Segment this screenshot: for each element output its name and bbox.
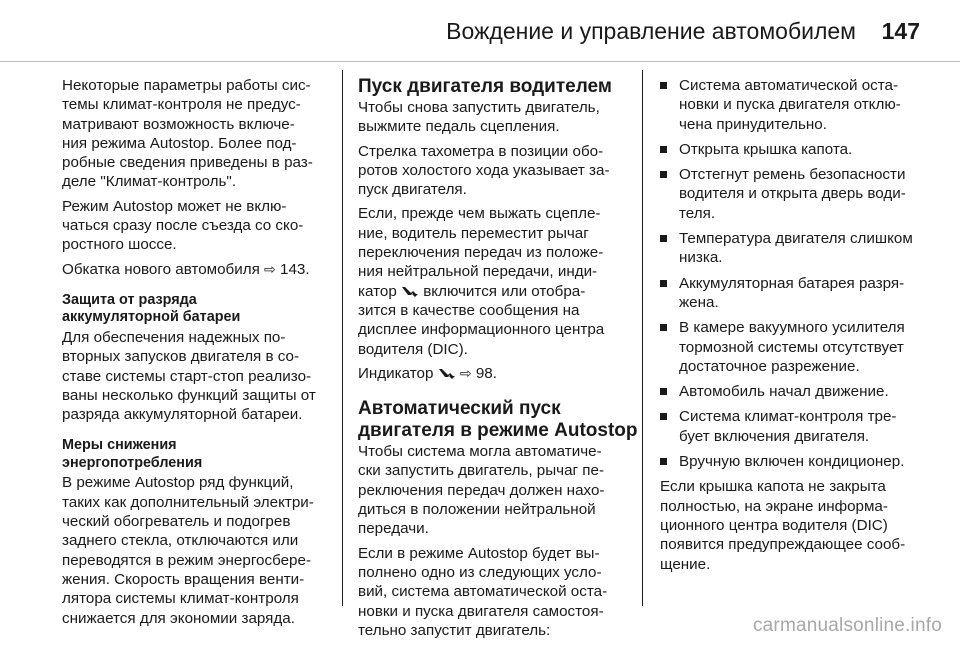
square-bullet-icon — [660, 280, 667, 287]
list-item: Температура двигателя слишком низка. — [660, 229, 932, 268]
list-item: Вручную включен кондиционер. — [660, 452, 932, 471]
list-item: Аккумуляторная батарея разря- жена. — [660, 274, 932, 313]
page-reference-arrow-icon: ⇨ — [459, 364, 472, 381]
list-item: Автомобиль начал движение. — [660, 382, 932, 401]
heading-battery-protection: Защита от разряда аккумуляторной батареи — [62, 291, 241, 326]
paragraph-highway-note: Режим Autostop может не вклю- чаться сразу после съезда со ско- ростного шоссе. — [62, 197, 304, 254]
square-bullet-icon — [660, 235, 667, 242]
page-number: 147 — [881, 18, 920, 44]
heading-driver-start: Пуск двигателя водителем — [358, 76, 612, 97]
column-divider-1 — [342, 70, 343, 606]
watermark: carmanualsonline.info — [752, 615, 942, 636]
paragraph-indicator-reference: Индикатор ⇨ 98. — [358, 364, 497, 382]
square-bullet-icon — [660, 458, 667, 465]
paragraph-tachometer: Стрелка тахометра в позиции обо- ротов холостого хода указывает за- пуск двигателя. — [358, 142, 610, 199]
heading-energy-saving: Меры снижения энергопотребления — [62, 437, 203, 471]
paragraph-conditions-intro: Если в режиме Autostop будет вы- полнено одно из следующих усло- вий, система автоматической оста- новки и пуска двигателя самостоя- тельно запустит двигатель: — [358, 544, 608, 639]
paragraph-neutral-requirement: Чтобы система могла автоматиче- ски запустить двигатель, рычаг пе- реключения передач должен нахо- диться в положении нейтральной передачи. — [358, 443, 605, 538]
paragraph-climate-note: Некоторые параметры работы сис- темы климат-контроля не предус- матривают возможность включе- ния режима Autostop. Более под- робные сведения приведены в раз- деле "Климат-контроль". — [62, 77, 313, 191]
header-divider — [0, 61, 960, 62]
page-reference-arrow-icon: ⇨ — [264, 260, 276, 277]
paragraph-energy-saving: В режиме Autostop ряд функций, таких как дополнительный электри- ческий обогреватель и подогрев заднего стекла, отключаются или переводятся в режим энергосбере- жения. Скорость вращения венти- лятора системы климат-контроля снижается для экономии заряда. — [62, 474, 314, 627]
paragraph-gear-lever: Если, прежде чем выжать сцепле- ние, водитель переместит рычаг переключения передач из положе- ния нейтральной передачи, инди- катор включится или отобра- зится в качестве сообщения на дисплее информационного центра водителя (DIC). — [358, 205, 605, 358]
square-bullet-icon — [660, 388, 667, 395]
square-bullet-icon — [660, 171, 667, 178]
paragraph-break-in-reference: Обкатка нового автомобиля ⇨ 143. — [62, 260, 310, 278]
column-3 — [660, 76, 932, 579]
page-reference-link[interactable]: 143 — [280, 260, 306, 278]
paragraph-restart-clutch: Чтобы снова запустить двигатель, выжмите педаль сцепления. — [358, 99, 600, 136]
paragraph-battery-protection: Для обеспечения надежных по- вторных запусков двигателя в со- ставе системы старт-стоп реализо- ваны несколько функций защиты от разряда аккумуляторной батареи. — [62, 328, 316, 424]
autostop-indicator-icon — [401, 285, 419, 297]
autostop-indicator-icon — [438, 367, 456, 379]
square-bullet-icon — [660, 413, 667, 420]
square-bullet-icon — [660, 82, 667, 89]
list-item: Открыта крышка капота. — [660, 140, 932, 159]
square-bullet-icon — [660, 146, 667, 153]
chapter-title: Вождение и управление автомобилем — [446, 18, 856, 44]
column-divider-2 — [642, 70, 643, 606]
list-item: Система автоматической оста- новки и пуска двигателя отклю- чена принудительно. — [660, 76, 932, 134]
paragraph-hood-warning: Если крышка капота не закрыта полностью, на экране информа- ционного центра водителя (DIC) появится предупреждающее сооб- щение. — [660, 478, 906, 573]
column-2 — [358, 76, 638, 645]
heading-autostop-restart: Автоматический пуск двигателя в режиме Autostop — [358, 398, 638, 442]
list-item: Система климат-контроля тре- бует включения двигателя. — [660, 407, 932, 446]
square-bullet-icon — [660, 324, 667, 331]
page-reference-link[interactable]: 98 — [475, 364, 493, 382]
list-item: Отстегнут ремень безопасности водителя и открыта дверь води- теля. — [660, 165, 932, 223]
list-item: В камере вакуумного усилителя тормозной системы отсутствует достаточное разрежение. — [660, 318, 932, 376]
page-header — [0, 0, 960, 62]
column-1 — [62, 76, 330, 633]
